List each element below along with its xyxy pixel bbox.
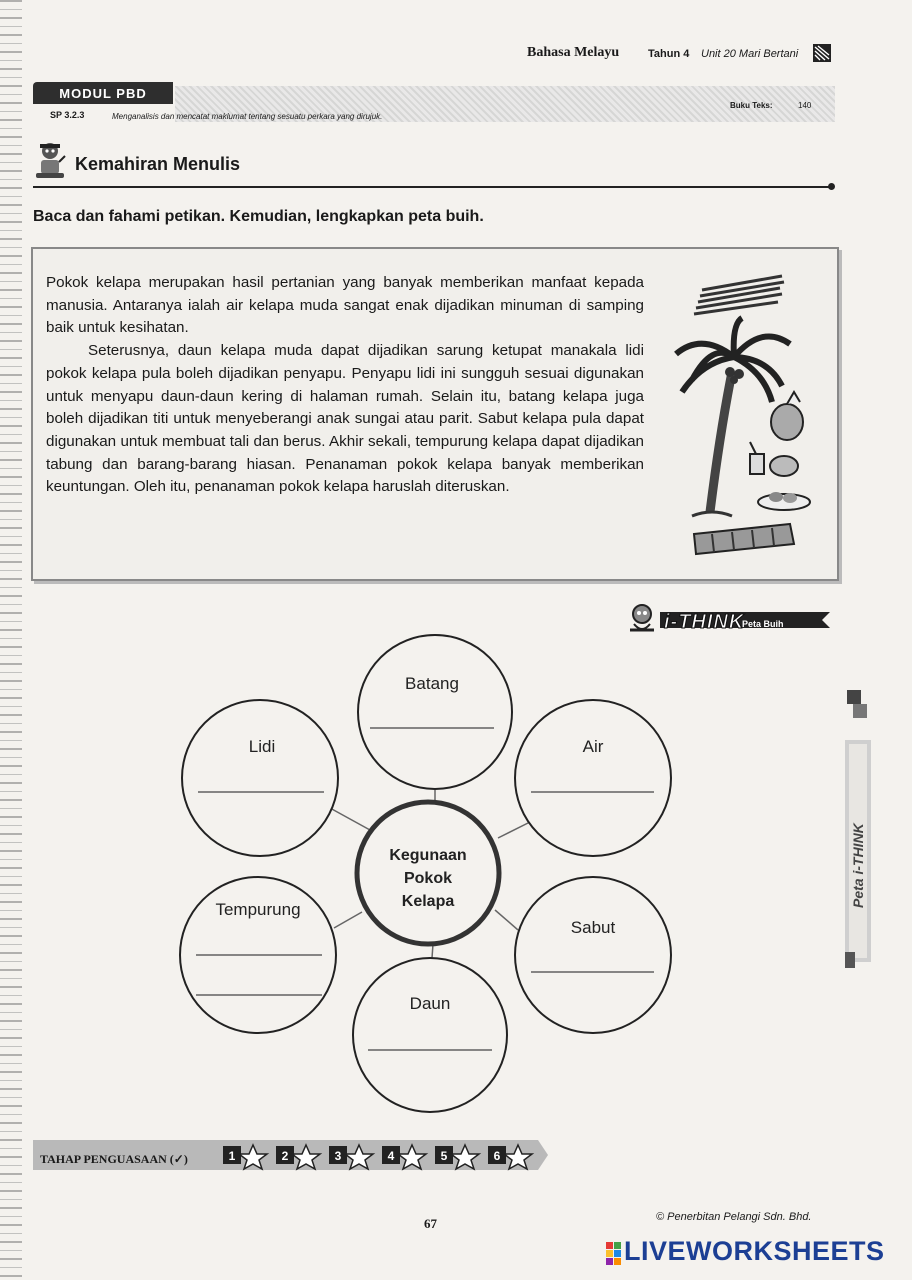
- tahap-penguasaan-label: TAHAP PENGUASAAN (✓): [40, 1152, 188, 1166]
- level-1-number: 1: [228, 1149, 236, 1163]
- connector-lidi: [330, 808, 370, 830]
- bubble-lidi: [182, 700, 338, 856]
- bubble-batang: [358, 635, 512, 789]
- label-air: Air: [582, 737, 604, 756]
- ithink-map-type: Peta Buih: [742, 619, 784, 629]
- header-subject: Bahasa Melayu: [527, 45, 620, 60]
- liveworksheets-logo-icon: [606, 1240, 622, 1266]
- instruction-text: Baca dan fahami petikan. Kemudian, lengkapkan peta buih.: [33, 208, 484, 225]
- ithink-word: i-THINK: [664, 611, 745, 633]
- passage-paragraph-2: Seterusnya, daun kelapa muda dapat dijadikan sarung ketupat manakala lidi pokok kelapa pula boleh dijadikan penyapu. Penyapu lidi ini sungguh sesuai digunakan untuk menyapu daun-daun kering di halaman rumah. Selain itu, batang kelapa juga boleh dijadikan titi untuk menyeberangi anak sungai atau parit. Sabut kelapa pula dapat digunakan untuk membuat tali dan berus. Akhir sekali, tempurung kelapa dapat dijadikan tabung dan barang-barang hiasan. Penanaman pokok kelapa banyak memberikan keuntungan. Oleh itu, penanaman pokok kelapa haruslah diteruskan.: [46, 342, 644, 496]
- copyright-text: © Penerbitan Pelangi Sdn. Bhd.: [656, 1211, 812, 1223]
- page-number: 67: [424, 1216, 437, 1231]
- level-6-number: 6: [493, 1149, 501, 1163]
- bubble-daun: [353, 958, 507, 1112]
- liveworksheets-brand: LIVEWORKSHEETS: [624, 1236, 885, 1266]
- section-title: Kemahiran Menulis: [75, 154, 241, 174]
- connector-sabut: [495, 910, 518, 930]
- level-5-number: 5: [440, 1149, 448, 1163]
- label-lidi: Lidi: [248, 737, 276, 756]
- buku-teks-page: 140: [798, 101, 812, 110]
- header-year: Tahun 4: [648, 48, 690, 60]
- side-ithink-label: Peta i-THINK: [850, 823, 866, 908]
- header-unit: Unit 20 Mari Bertani: [701, 48, 799, 60]
- buku-teks-label: Buku Teks:: [730, 101, 773, 110]
- connector-air: [498, 822, 530, 838]
- level-3-number: 3: [334, 1149, 342, 1163]
- center-line-1: Kegunaan: [389, 847, 467, 864]
- label-daun: Daun: [409, 994, 451, 1013]
- label-tempurung: Tempurung: [215, 900, 301, 919]
- sp-code: SP 3.2.3: [50, 110, 85, 120]
- center-line-3: Kelapa: [401, 893, 455, 910]
- connector-tempurung: [334, 912, 362, 928]
- label-sabut: Sabut: [570, 918, 616, 937]
- bubble-sabut: [515, 877, 671, 1033]
- level-2-number: 2: [281, 1149, 289, 1163]
- level-4-number: 4: [387, 1149, 395, 1163]
- label-batang: Batang: [405, 674, 459, 693]
- bubble-air: [515, 700, 671, 856]
- passage-paragraph-1: Pokok kelapa merupakan hasil pertanian yang banyak memberikan manfaat kepada manusia. Antaranya ialah air kelapa muda sangat enak dijadikan minuman di samping baik untuk kesihatan.: [46, 274, 644, 337]
- sp-description: Menganalisis dan mencatat maklumat tentang sesuatu perkara yang dirujuk.: [112, 112, 383, 121]
- center-line-2: Pokok: [403, 870, 453, 887]
- modul-label: MODUL PBD: [59, 85, 147, 101]
